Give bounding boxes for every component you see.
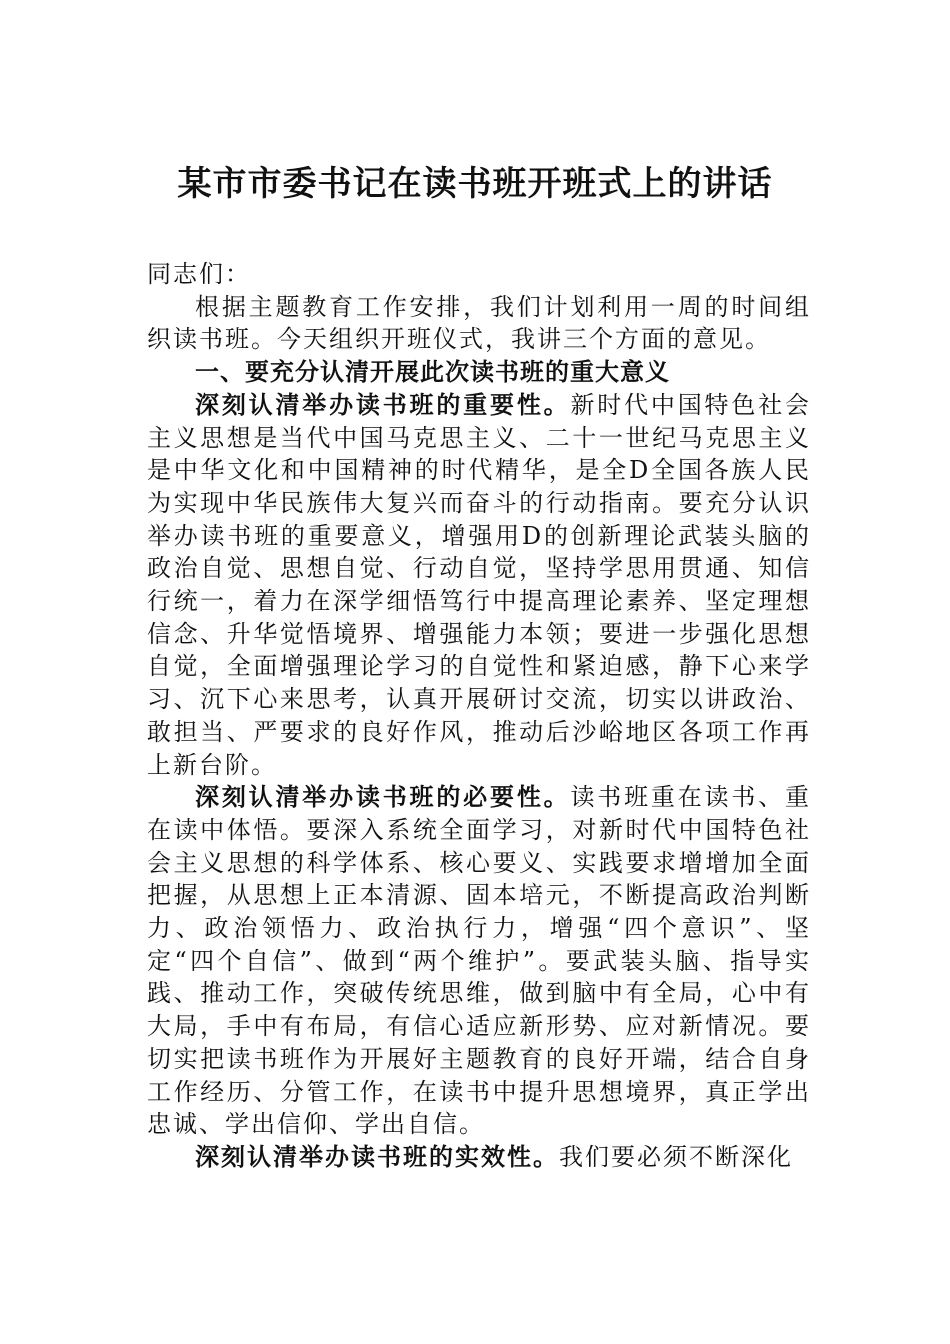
- intro-paragraph: 根据主题教育工作安排，我们计划利用一周的时间组织读书班。今天组织开班仪式，我讲三个方面的意见。: [147, 292, 811, 354]
- paragraph-lead: 深刻认清举办读书班的重要性。: [195, 389, 571, 419]
- section-heading: 一、要充分认清开展此次读书班的重大意义: [195, 358, 670, 387]
- paragraph-lead: 深刻认清举办读书班的必要性。: [195, 782, 571, 812]
- body-paragraph: [147, 389, 811, 781]
- paragraph-text: 新时代中国特色社会主义思想是当代中国马克思主义、二十一世纪马克思主义是中华文化和中国精神的时代精华，是全D全国各族人民为实现中华民族伟大复兴而奋斗的行动指南。要充分认识举办读书班的重要意义，增强用D的创新理论武装头脑的政治自觉、思想自觉、行动自觉，坚持学思用贯通、知信行统一，着力在深学细悟笃行中提高理论素养、坚定理想信念、升华觉悟境界、增强能力本领；要进一步强化思想自觉，全面增强理论学习的自觉性和紧迫感，静下心来学习、沉下心来思考，认真开展研讨交流，切实以讲政治、敢担当、严要求的良好作风，推动后沙峪地区各项工作再上新台阶。: [147, 390, 812, 779]
- salutation: 同志们：: [147, 260, 251, 288]
- paragraph-text: 我们要必须不断深化: [559, 1142, 793, 1171]
- paragraph-text: 读书班重在读书、重在读中体悟。要深入系统全面学习，对新时代中国特色社会主义思想的科学体系、核心要义、实践要求增增加全面把握，从思想上正本清源、固本培元，不断提高政治判断力、政治领悟力、政治执行力，增强“四个意识”、坚定“四个自信”、做到“两个维护”。要武装头脑、指导实践、推动工作，突破传统思维，做到脑中有全局，心中有大局，手中有布局，有信心适应新形势、应对新情况。要切实把读书班作为开展好主题教育的良好开端，结合自身工作经历、分管工作，在读书中提升思想境界，真正学出忠诚、学出信仰、学出自信。: [147, 783, 812, 1139]
- body-paragraph: [147, 1141, 811, 1174]
- document-title: 某市市委书记在读书班开班式上的讲话: [177, 164, 773, 204]
- body-paragraph: [147, 781, 811, 1141]
- document-body: [147, 258, 811, 1174]
- paragraph-lead: 深刻认清举办读书班的实效性。: [195, 1141, 559, 1171]
